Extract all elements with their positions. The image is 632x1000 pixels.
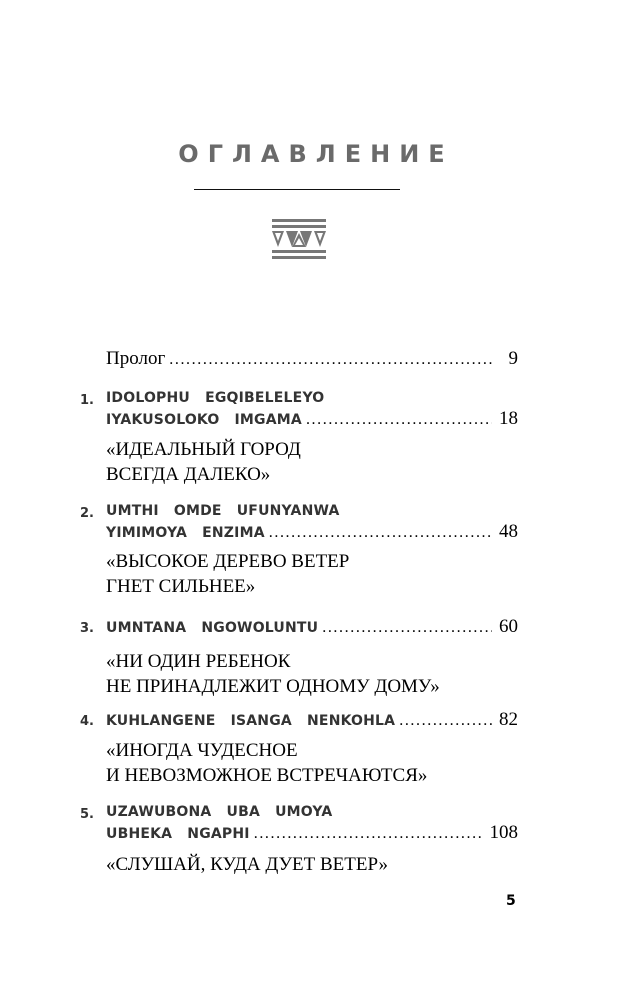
chapter-subtitle: «ИНОГДА ЧУДЕСНОЕ [106,740,298,761]
toc-entry-chapter-3[interactable] [106,616,518,640]
chapter-title: UZAWUBONA UBA UMOYA [106,804,333,820]
leader-dots [169,351,492,369]
chapter-title: UBHEKA NGAPHI [106,826,250,842]
page-number: 60 [499,616,518,637]
leader-dots [399,712,492,730]
toc-entry-chapter-2[interactable] [106,521,518,545]
chapter-subtitle: «ВЫСОКОЕ ДЕРЕВО ВЕТЕР [106,551,350,572]
page-folio: 5 [506,893,516,909]
chapter-title: YIMIMOYA ENZIMA [106,525,265,541]
chapter-number: 2. [80,506,94,521]
chapter-title: UMNTANA NGOWOLUNTU [106,620,319,636]
chapter-number: 3. [80,621,94,636]
leader-dots [269,524,492,542]
toc-entry-chapter-1[interactable] [106,408,518,432]
page-number: 108 [489,822,518,843]
page-number: 9 [508,348,518,369]
leader-dots [322,619,492,637]
toc-entry-prologue[interactable] [106,348,518,372]
toc-entry-chapter-4[interactable] [106,709,518,733]
chapter-subtitle: «НИ ОДИН РЕБЕНОК [106,651,291,672]
leader-dots [306,411,492,429]
page-title: ОГЛАВЛЕНИЕ [178,140,454,168]
prologue-label: Пролог [106,348,166,369]
chapter-subtitle: ВСЕГДА ДАЛЕКО» [106,464,271,485]
chapter-number: 1. [80,393,94,408]
chapter-number: 5. [80,807,94,822]
chapter-number: 4. [80,714,94,729]
chapter-subtitle: ГНЕТ СИЛЬНЕЕ» [106,576,256,597]
chapter-subtitle: НЕ ПРИНАДЛЕЖИТ ОДНОМУ ДОМУ» [106,676,440,697]
chapter-title: IYAKUSOLOKO IMGAMA [106,412,302,428]
chapter-subtitle: «ИДЕАЛЬНЫЙ ГОРОД [106,439,301,460]
page-number: 48 [499,521,518,542]
chapter-title: KUHLANGENE ISANGA NENKOHLA [106,713,396,729]
chapter-title: UMTHI OMDE UFUNYANWA [106,503,340,519]
toc-entry-chapter-5[interactable] [106,822,518,846]
chapter-subtitle: И НЕВОЗМОЖНОЕ ВСТРЕЧАЮТСЯ» [106,765,428,786]
page-number: 82 [499,709,518,730]
chapter-title: IDOLOPHU EGQIBELELEYO [106,390,325,406]
leader-dots [254,825,484,843]
chapter-subtitle: «СЛУШАЙ, КУДА ДУЕТ ВЕТЕР» [106,854,389,875]
page-number: 18 [499,408,518,429]
